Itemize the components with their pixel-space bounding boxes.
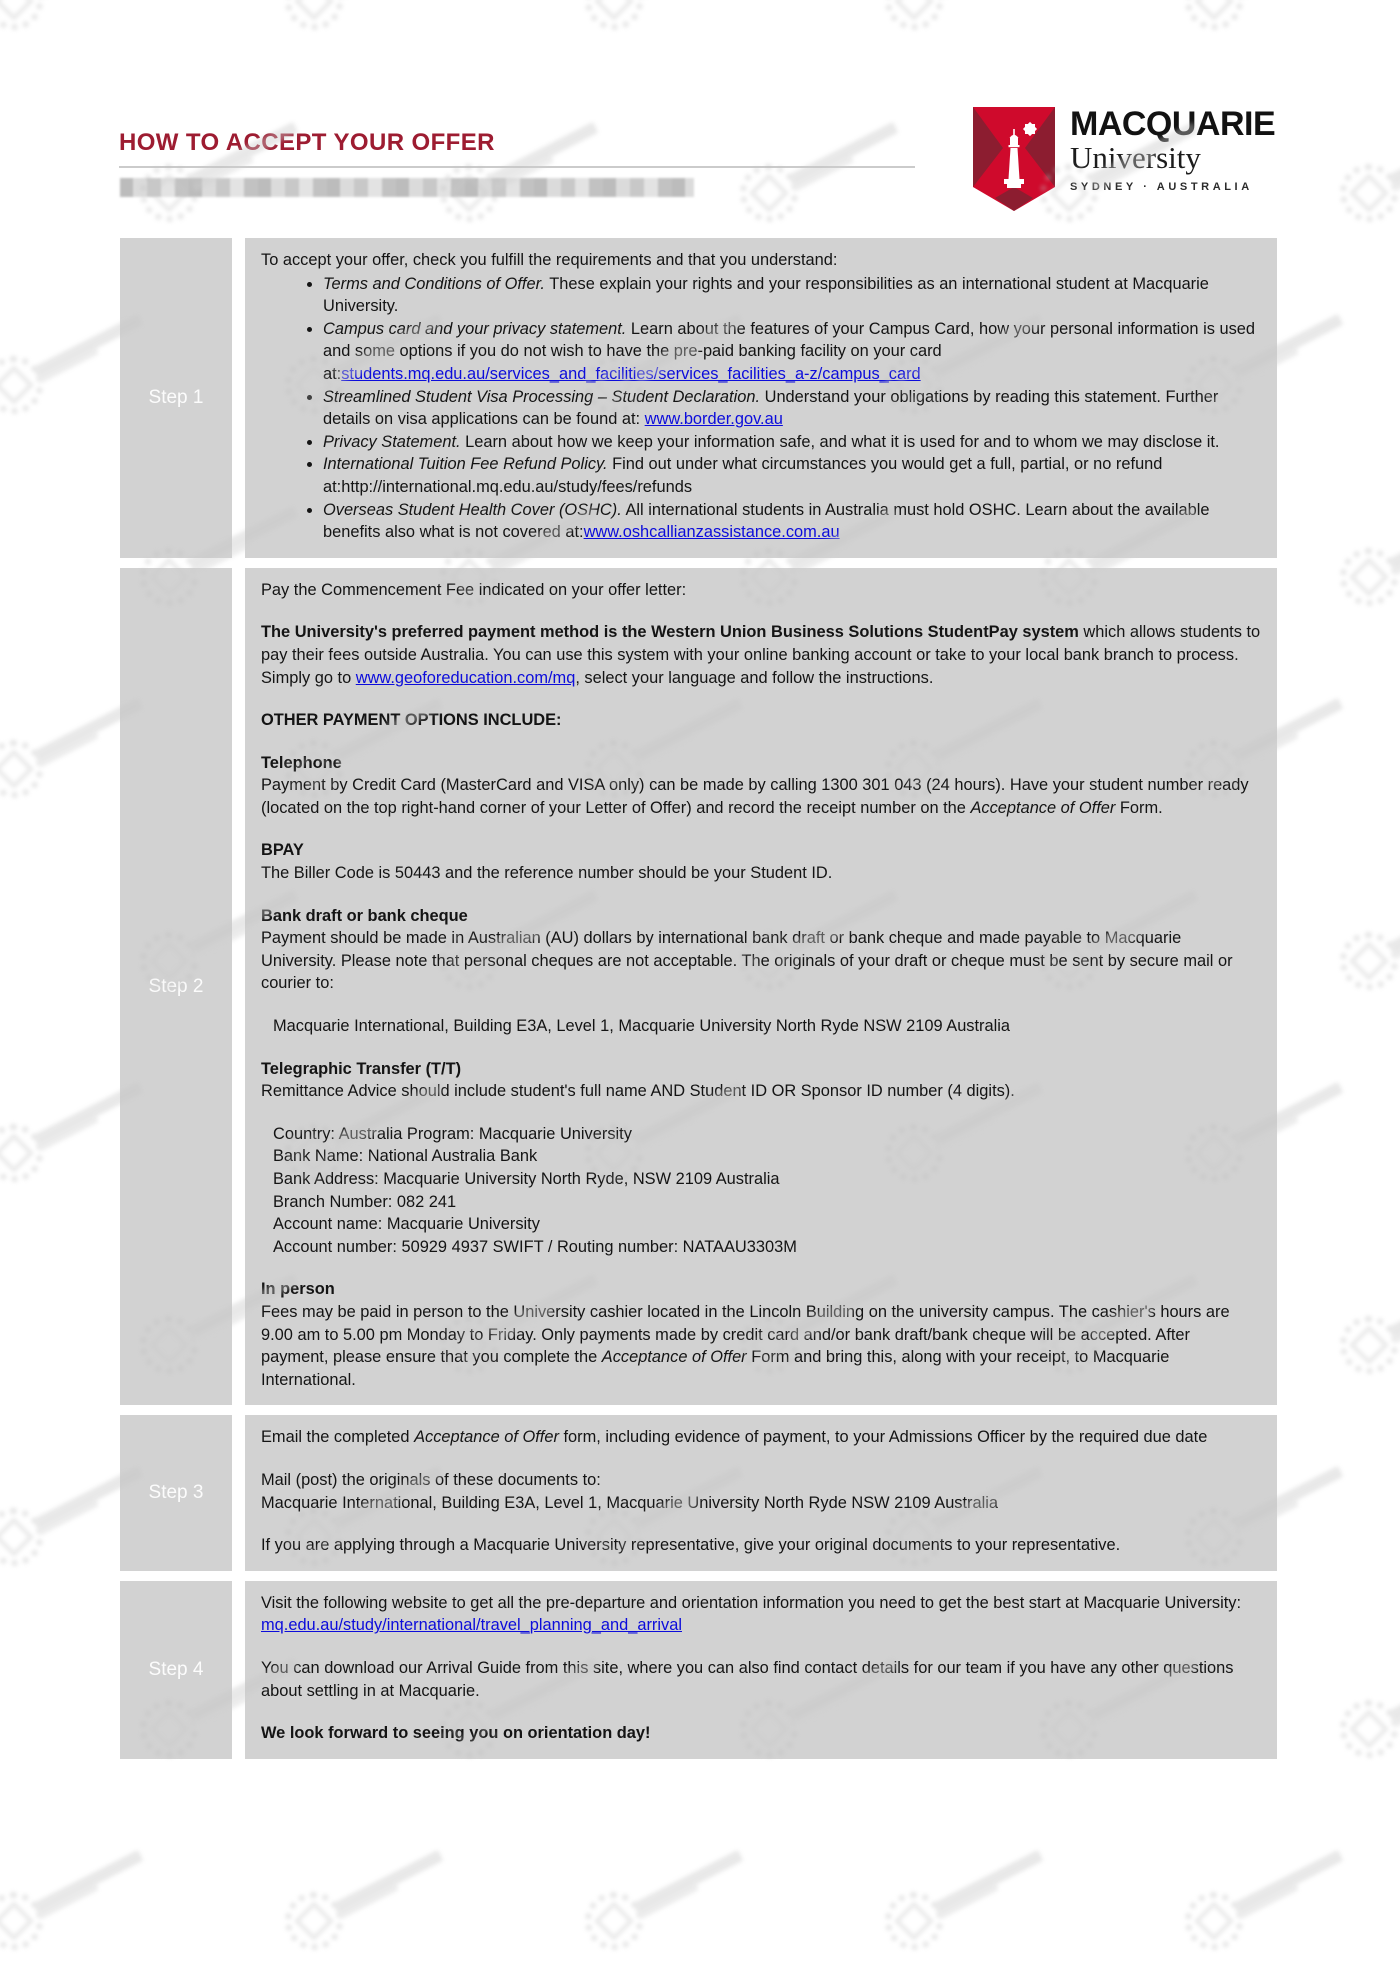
italic-text: Acceptance of Offer [414, 1428, 559, 1447]
watermark-stamp [0, 0, 43, 30]
section-heading [261, 1278, 1261, 1301]
bullet-item [323, 453, 1261, 498]
step-row-1 [120, 238, 1277, 558]
paragraph [261, 621, 1261, 689]
watermark-stamp [1185, 0, 1243, 30]
text: If you are applying through a Macquarie University representative, give your original documents to your representative. [261, 1536, 1121, 1555]
text: The Biller Code is 50443 and the reference number should be your Student ID. [261, 864, 833, 883]
page-title: HOW TO ACCEPT YOUR OFFER [119, 129, 495, 156]
text: To accept your offer, check you fulfill the requirements and that you understand: [261, 251, 838, 269]
bold-text: OTHER PAYMENT OPTIONS INCLUDE: [261, 711, 562, 730]
step-3-content [245, 1415, 1277, 1570]
watermark-stamp [740, 164, 798, 222]
text: which allows students to pay their fees outside Australia. You can use this system with your online banking account or take to your local bank branch to process. Simply go to [261, 623, 1261, 687]
text: Form and bring this, along with your receipt, to Macquarie International. [261, 1348, 1170, 1389]
text-lines: Mail (post) the originals of these documents to: Macquarie International, Building E3A, Level 1, Macquarie University North Ryde NSW 2109 Australia [261, 1470, 999, 1512]
watermark-stamp [885, 1892, 943, 1950]
italic-text: Acceptance of Offer [970, 798, 1116, 817]
paragraph [261, 579, 1261, 602]
bullet-item [323, 499, 1261, 544]
watermark-stamp [0, 356, 43, 414]
paragraph [261, 927, 1261, 995]
inline-link[interactable]: students.mq.edu.au/services_and_facilities/services_facilities_a-z/campus_card [341, 364, 921, 383]
section-heading [261, 1058, 1261, 1081]
watermark-stamp [285, 0, 343, 30]
text: Visit the following website to get all the pre-departure and orientation information you need to get the best start at Macquarie University: [261, 1593, 1242, 1612]
watermark-stamp [585, 1892, 643, 1950]
title-divider [119, 166, 915, 168]
inline-link[interactable]: mq.edu.au/study/international/travel_planning_and_arrival [261, 1616, 682, 1635]
bold-text: BPAY [261, 841, 304, 860]
text: , select your language and follow the instructions. [575, 668, 934, 687]
section-heading [261, 839, 1261, 862]
bold-text: Bank draft or bank cheque [261, 906, 468, 925]
paragraph [261, 1534, 1261, 1557]
step-4-content [245, 1581, 1277, 1759]
logo-subname: University [1070, 140, 1201, 175]
paragraph [261, 1426, 1261, 1449]
step-row-3 [120, 1415, 1277, 1570]
text: These explain your rights and your responsibilities as an international student at Macquarie University. [323, 274, 1209, 316]
bold-text: Telegraphic Transfer (T/T) [261, 1059, 462, 1078]
paragraph [261, 1657, 1261, 1702]
step-4-label: Step 4 [120, 1581, 232, 1759]
bold-text: We look forward to seeing you on orientation day! [261, 1724, 651, 1743]
macquarie-shield-icon [973, 107, 1055, 216]
paragraph [261, 249, 1261, 272]
bullet-item [323, 318, 1261, 386]
section-heading [261, 752, 1261, 775]
text: Payment should be made in Australian (AU) dollars by international bank draft or bank cheque and made payable to Macquarie University. Please note that personal cheques are not acceptable. The originals of your draft or cheque must be sent by secure mail or courier to: [261, 929, 1233, 993]
logo-name: MACQUARIE [1070, 105, 1276, 143]
paragraph [273, 1015, 1261, 1038]
logo-tagline: SYDNEY · AUSTRALIA [1070, 180, 1253, 193]
text: Pay the Commencement Fee indicated on your offer letter: [261, 580, 687, 599]
watermark-stamp [1340, 1316, 1398, 1374]
inline-link[interactable]: www.border.gov.au [644, 410, 783, 429]
step-2-label: Step 2 [120, 568, 232, 1406]
step-2-content [245, 568, 1277, 1406]
text: form, including evidence of payment, to your Admissions Officer by the required due date [558, 1428, 1208, 1447]
paragraph [261, 862, 1261, 885]
step-1-content [245, 238, 1277, 558]
bullet-item [323, 386, 1261, 431]
watermark-stamp [585, 0, 643, 30]
inline-link[interactable]: www.geoforeducation.com/mq [355, 668, 576, 687]
text: Form. [1115, 798, 1163, 817]
watermark-stamp [285, 1892, 343, 1950]
text: You can download our Arrival Guide from this site, where you can also find contact details for our team if you have any other questions about settling in at Macquarie. [261, 1658, 1234, 1700]
watermark-stamp [0, 1892, 43, 1950]
redacted-text-bar [120, 178, 694, 197]
bold-text: Telephone [261, 753, 342, 772]
text-lines: Country: Australia Program: Macquarie University Bank Name: National Australia Bank Bank Address: Macquarie University North Ryde, NSW 2109 Australia Branch Number: 082 241 Account name: Macquarie University Account number: 50929 4937 SWIFT / Routing number: NATAAU3303M [273, 1124, 797, 1256]
inline-link[interactable]: www.oshcallianzassistance.com.au [583, 523, 840, 542]
italic-text: Campus card and your privacy statement. [323, 319, 627, 338]
text: Understand your obligations by reading this statement. Further details on visa applications can be found at: [323, 387, 1219, 429]
text: Email the completed [261, 1428, 415, 1447]
italic-text: Terms and Conditions of Offer. [323, 274, 545, 293]
bullet-list [261, 273, 1261, 544]
text: All international students in Australia must hold OSHC. Learn about the available benefits also what is not covered at: [323, 500, 1210, 542]
section-heading [261, 709, 1261, 732]
italic-text: Streamlined Student Visa Processing – Student Declaration. [323, 387, 761, 406]
steps-container [120, 238, 1277, 1759]
text: Learn about the features of your Campus Card, how your personal information is used and some options if you do not wish to have the pre-paid banking facility on your card at: [323, 319, 1256, 383]
step-row-4 [120, 1581, 1277, 1759]
watermark-stamp [885, 0, 943, 30]
italic-text: International Tuition Fee Refund Policy. [323, 455, 608, 474]
step-row-2 [120, 568, 1277, 1406]
paragraph [261, 1592, 1261, 1637]
italic-text: Privacy Statement. [323, 432, 461, 451]
watermark-stamp [0, 740, 43, 798]
paragraph [261, 1301, 1261, 1391]
bold-text: In person [261, 1280, 335, 1299]
bullet-item [323, 273, 1261, 318]
watermark-stamp [1340, 164, 1398, 222]
bold-text: The University's preferred payment method is the Western Union Business Solutions StudentPay system [261, 623, 1079, 642]
step-3-label: Step 3 [120, 1415, 232, 1570]
watermark-stamp [1340, 548, 1398, 606]
text: Remittance Advice should include student's full name AND Student ID OR Sponsor ID number (4 digits). [261, 1082, 1015, 1101]
watermark-stamp [0, 1508, 43, 1566]
text: Learn about how we keep your information safe, and what it is used for and to whom we may disclose it. [460, 432, 1220, 451]
italic-text: Overseas Student Health Cover (OSHC). [323, 500, 622, 519]
bullet-item [323, 431, 1261, 454]
text: Macquarie International, Building E3A, Level 1, Macquarie University North Ryde NSW 2109 Australia [273, 1017, 1011, 1036]
italic-text: Acceptance of Offer [601, 1348, 747, 1367]
university-logo [973, 107, 1275, 216]
watermark-stamp [1340, 932, 1398, 990]
step-1-label: Step 1 [120, 238, 232, 558]
watermark-stamp [1185, 1892, 1243, 1950]
paragraph [261, 1080, 1261, 1103]
text: Fees may be paid in person to the University cashier located in the Lincoln Building on the university campus. The cashier's hours are 9.00 am to 5.00 pm Monday to Friday. Only payments made by credit card and/or bank draft/bank cheque will be accepted. After payment, please ensure that you complete the [261, 1302, 1230, 1367]
text: Payment by Credit Card (MasterCard and VISA only) can be made by calling 1300 301 043 (24 hours). Have your student number ready (located on the top right-hand corner of your Letter of Offer) and record the receipt number on the [261, 776, 1249, 817]
watermark-stamp [1340, 1700, 1398, 1758]
paragraph [261, 1722, 1261, 1745]
watermark-stamp [0, 1124, 43, 1182]
paragraph [261, 774, 1261, 819]
text: Find out under what circumstances you would get a full, partial, or no refund at:http://international.mq.edu.au/study/fees/refunds [323, 455, 1163, 496]
section-heading [261, 905, 1261, 928]
